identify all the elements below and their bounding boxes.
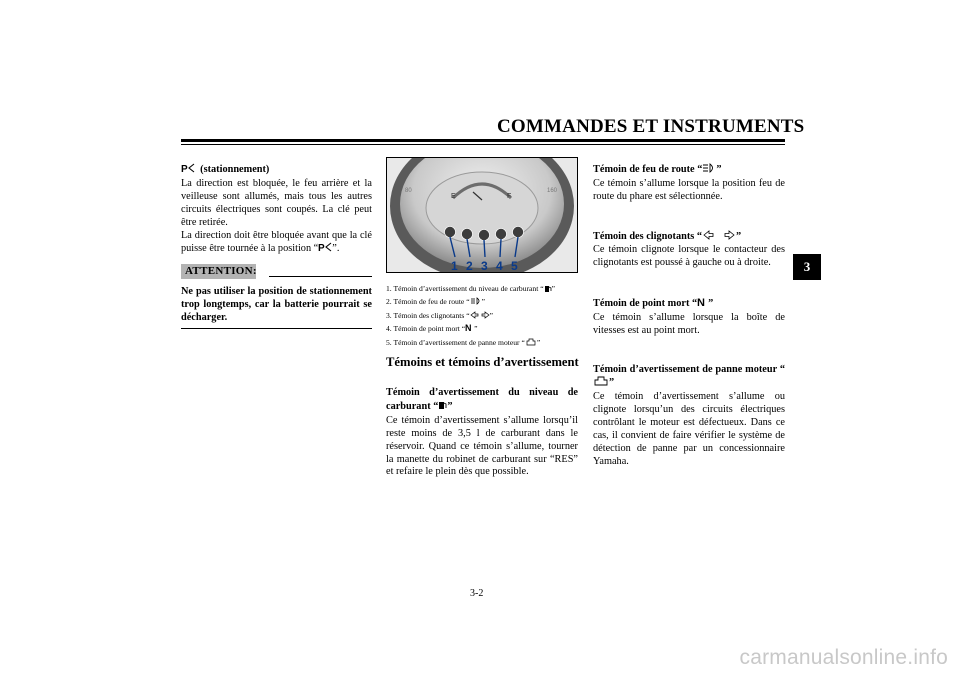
parking-para-2 [181, 230, 372, 258]
high-beam-text: Ce témoin s’allume lorsque la position feu de route du phare est sélectionnée. [593, 177, 785, 202]
close-quote: ” [609, 377, 615, 389]
caption-end: ” [536, 337, 541, 347]
close-quote: ” [716, 164, 722, 175]
svg-text:160: 160 [547, 188, 558, 194]
parking-para-2-text: La direction doit être bloquée avant que la clé puisse être tournée à la position “ [181, 229, 372, 255]
svg-text:F: F [507, 193, 512, 200]
caption-end: ” [474, 324, 478, 334]
attention-label: ATTENTION: [181, 264, 256, 279]
close-quote: ” [735, 230, 742, 242]
caption-text: 4. Témoin de point mort “ [386, 324, 466, 334]
caption-high-beam [386, 296, 578, 309]
fuel-warning-text: Ce témoin d’avertissement s’allume lorsqu’il reste moins de 3,5 l de carburant dans le réservoir. Quand ce témoin s’allume, tourner la manette du robinet de carburant sur “RES” et refaire le plein dès que possible. [386, 414, 578, 478]
caption-end: ” [489, 310, 493, 320]
engine-warning-text: Ce témoin d’avertissement s’allume ou clignote lorsqu’un des circuits électriques contrôlant le moteur est défectueux. Dans ce cas, il convient de faire vérifier le système de détection de panne par un concessionnaire Yamaha. [593, 391, 785, 467]
page-header-title: COMMANDES ET INSTRUMENTS [497, 116, 805, 137]
parking-para-2-end: ”. [332, 243, 340, 255]
column-left [181, 163, 372, 329]
section-heading: Témoins et témoins d’avertissement [386, 355, 579, 369]
caption-text: 5. Témoin d’avertissement de panne moteur “ [386, 337, 525, 347]
fuel-warning-heading [386, 387, 578, 415]
callout-5: 5 [511, 259, 518, 272]
caption-end: ” [481, 297, 485, 307]
attention-box [181, 264, 372, 280]
high-beam-heading [593, 163, 785, 178]
svg-text:E: E [451, 193, 456, 200]
high-beam-icon [702, 163, 716, 178]
column-right [593, 163, 785, 469]
neutral-icon [697, 296, 708, 312]
callout-3: 3 [481, 259, 488, 272]
attention-text: Ne pas utiliser la position de stationnement trop longtemps, car la batterie pourrait se décharger. [181, 286, 372, 324]
turn-signal-heading-text: Témoin des clignotants “ [593, 230, 702, 242]
caption-end: ” [551, 284, 555, 293]
caption-text: 3. Témoin des clignotants “ [386, 310, 470, 320]
engine-icon [593, 376, 609, 391]
watermark: carmanualsonline.info [739, 646, 948, 669]
svg-text:N: N [465, 323, 472, 333]
parking-heading-text: (stationnement) [200, 164, 270, 175]
attention-end-rule [181, 328, 372, 329]
neutral-text: Ce témoin s’allume lorsque la boîte de vitesses est au point mort. [593, 311, 785, 336]
fuel-icon [544, 284, 552, 296]
turn-signal-icon [470, 311, 490, 323]
callout-4: 4 [496, 259, 503, 272]
svg-text:N: N [697, 297, 706, 308]
high-beam-icon [470, 297, 482, 309]
svg-text:P: P [181, 164, 188, 173]
engine-icon [525, 338, 537, 350]
parking-icon [181, 163, 195, 178]
caption-fuel [386, 283, 578, 296]
header-rule-thick [181, 139, 785, 142]
svg-text:P: P [318, 243, 325, 253]
header-rule-thin [181, 144, 785, 145]
caption-text: 2. Témoin de feu de route “ [386, 297, 470, 307]
caption-text: 1. Témoin d’avertissement du niveau de carburant “ [386, 284, 544, 293]
parking-para-1: La direction est bloquée, le feu arrière et la veilleuse sont allumés, mais tous les autres circuits électriques sont coupés. La clé peut être retirée. [181, 177, 372, 228]
turn-signal-heading [593, 230, 785, 245]
instrument-panel-figure [386, 157, 578, 273]
turn-signal-text: Ce témoin clignote lorsque le contacteur des clignotants est poussé à gauche ou à droite. [593, 244, 785, 269]
parking-icon [318, 242, 332, 257]
caption-turn-signal [386, 310, 578, 323]
callout-2: 2 [466, 259, 473, 272]
high-beam-heading-text: Témoin de feu de route “ [593, 164, 703, 175]
parking-heading [181, 163, 372, 178]
neutral-icon [465, 323, 474, 336]
page-number: 3-2 [470, 588, 484, 599]
chapter-tab: 3 [793, 254, 821, 280]
close-quote: ” [708, 298, 714, 310]
column-middle [386, 387, 578, 479]
attention-rule [269, 276, 372, 277]
caption-neutral [386, 323, 578, 336]
neutral-heading [593, 296, 785, 312]
svg-text:80: 80 [405, 188, 412, 194]
fuel-warning-heading-text: Témoin d’avertissement du niveau de carburant “ [386, 387, 578, 412]
engine-warning-heading-text: Témoin d’avertissement de panne moteur “ [593, 363, 785, 375]
engine-warning-heading [593, 364, 785, 392]
figure-captions [386, 283, 578, 350]
fuel-icon [438, 400, 447, 415]
neutral-heading-text: Témoin de point mort “ [593, 298, 698, 310]
fuel-warning-heading-end: ” [447, 400, 453, 412]
callout-1: 1 [451, 259, 458, 272]
turn-signal-icon [702, 230, 736, 245]
caption-engine [386, 337, 578, 350]
